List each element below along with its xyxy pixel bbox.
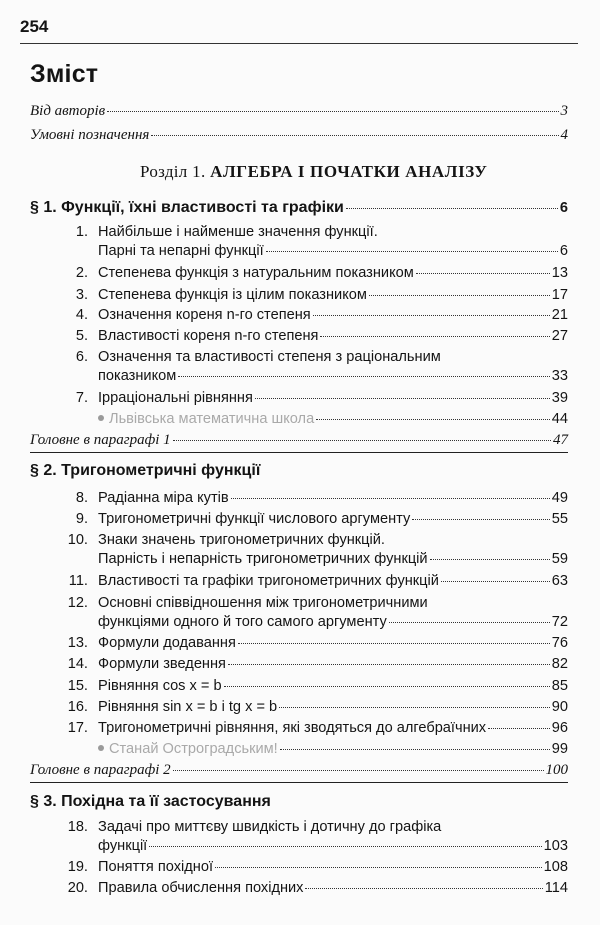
item-number: 7. (75, 390, 88, 406)
extra-label (98, 410, 314, 429)
toc-item-17[interactable] (98, 719, 568, 738)
toc-page: 96 (551, 720, 568, 736)
toc-page: 44 (551, 411, 568, 427)
toc-summary-1[interactable] (30, 431, 568, 450)
toc-extra-2[interactable] (98, 740, 568, 759)
item-line1: Властивості кореня n-го степеня (98, 328, 319, 344)
item-line1: Означення та властивості степеня з раціональним (98, 349, 441, 365)
item-line2: Парні та непарні функції (98, 243, 264, 259)
header-rule (20, 43, 578, 44)
leader-dots (238, 643, 550, 644)
toc-page: 76 (551, 635, 568, 651)
section-title: § 3. Похідна та її застосування (30, 793, 271, 810)
item-number: 8. (75, 490, 88, 506)
item-number: 15. (67, 678, 88, 694)
item-number: 4. (75, 307, 88, 323)
toc-page: 13 (551, 265, 568, 281)
item-line1: Рівняння sin x = b і tg x = b (98, 699, 278, 715)
toc-page: 47 (553, 432, 568, 448)
toc-page: 55 (551, 511, 568, 527)
summary-label: Головне в параграфі 1 (30, 432, 171, 448)
item-line1: Знаки значень тригонометричних функцій. (98, 532, 385, 548)
part-title: АЛГЕБРА І ПОЧАТКИ АНАЛІЗУ (210, 162, 488, 181)
toc-item-4[interactable] (98, 306, 568, 325)
section-title: § 1. Функції, їхні властивості та графіки (30, 199, 344, 216)
leader-dots (412, 519, 549, 520)
item-number: 3. (75, 287, 88, 303)
toc-item-2[interactable] (98, 264, 568, 283)
toc-item-6[interactable] (98, 367, 568, 386)
item-number: 2. (75, 265, 88, 281)
item-line1: Найбільше і найменше значення функції. (98, 224, 378, 240)
leader-dots (173, 440, 551, 441)
divider (30, 452, 568, 453)
leader-dots (316, 419, 550, 420)
item-line1: Степенева функція з натуральним показником (98, 265, 414, 281)
extra-text: Львівська математична школа (109, 411, 315, 427)
part-prefix: Розділ 1. (140, 162, 206, 181)
item-line1: Ірраціональні рівняння (98, 390, 253, 406)
toc-page: 114 (544, 880, 568, 896)
leader-dots (280, 749, 550, 750)
leader-dots (369, 295, 550, 296)
leader-dots (441, 581, 550, 582)
toc-item-1[interactable] (98, 242, 568, 261)
item-number: 10. (67, 532, 88, 548)
divider (30, 782, 568, 783)
leader-dots (224, 686, 550, 687)
item-line1: Означення кореня n-го степеня (98, 307, 311, 323)
toc-page: 17 (551, 287, 568, 303)
item-line2: Парність і непарність тригонометричних функцій (98, 551, 428, 567)
toc-page: 85 (551, 678, 568, 694)
part-heading (140, 162, 488, 182)
leader-dots (173, 770, 544, 771)
toc-page: 103 (543, 838, 568, 854)
leader-dots (279, 707, 550, 708)
toc-page: 82 (551, 656, 568, 672)
toc-item-15[interactable] (98, 677, 568, 696)
toc-page: 3 (560, 103, 568, 119)
toc-page: 39 (551, 390, 568, 406)
item-number: 5. (75, 328, 88, 344)
bullet-icon (98, 415, 104, 421)
toc-item-3[interactable] (98, 286, 568, 305)
toc-page: 4 (560, 127, 568, 143)
toc-page: 27 (551, 328, 568, 344)
item-line1: Тригонометричні функції числового аргументу (98, 511, 411, 527)
toc-section-1[interactable] (30, 198, 568, 218)
toc-item-5[interactable] (98, 327, 568, 346)
extra-text: Станай Остроградським! (109, 741, 278, 757)
item-number: 12. (67, 595, 88, 611)
item-line1: Основні співвідношення між тригонометричними (98, 595, 428, 611)
leader-dots (255, 398, 550, 399)
section-title: § 2. Тригонометричні функції (30, 462, 261, 479)
leader-dots (231, 498, 550, 499)
toc-extra-1[interactable] (98, 410, 568, 429)
leader-dots (215, 867, 542, 868)
summary-label: Головне в параграфі 2 (30, 762, 171, 778)
item-number: 14. (67, 656, 88, 672)
leader-dots (151, 135, 558, 136)
toc-page: 33 (551, 368, 568, 384)
item-line1: Задачі про миттєву швидкість і дотичну до графіка (98, 819, 442, 835)
toc-page: 90 (551, 699, 568, 715)
toc-page: 59 (551, 551, 568, 567)
item-line2: функціями одного й того самого аргументу (98, 614, 387, 630)
bullet-icon (98, 745, 104, 751)
item-line1: Рівняння cos x = b (98, 678, 222, 694)
toc-section-2[interactable] (30, 461, 568, 480)
toc-section-3[interactable] (30, 792, 568, 811)
leader-dots (488, 728, 550, 729)
leader-dots (430, 559, 550, 560)
toc-page: 72 (551, 614, 568, 630)
toc-page: 63 (551, 573, 568, 589)
leader-dots (149, 846, 541, 847)
item-line2: функції (98, 838, 148, 854)
leader-dots (178, 376, 549, 377)
toc-item-13[interactable] (98, 634, 568, 653)
toc-item-16[interactable] (98, 698, 568, 717)
item-line1: Тригонометричні рівняння, які зводяться до алгебраїчних (98, 720, 487, 736)
toc-page: 100 (545, 762, 568, 778)
item-number: 11. (68, 573, 88, 589)
toc-item-19[interactable] (98, 858, 568, 877)
toc-page: 21 (551, 307, 568, 323)
leader-dots (228, 664, 550, 665)
item-line2: показником (98, 368, 177, 384)
toc-entry-authors[interactable] (30, 102, 568, 121)
toc-summary-2[interactable] (30, 761, 568, 780)
toc-item-12[interactable] (98, 613, 568, 632)
leader-dots (266, 251, 558, 252)
leader-dots (389, 622, 550, 623)
toc-page: 99 (551, 741, 568, 757)
item-number: 9. (75, 511, 88, 527)
toc-item-7[interactable] (98, 389, 568, 408)
item-line1: Формули зведення (98, 656, 226, 672)
item-line1: Поняття похідної (98, 859, 214, 875)
toc-page: 6 (559, 200, 568, 216)
leader-dots (107, 111, 558, 112)
toc-page: 108 (543, 859, 568, 875)
item-number: 13. (67, 635, 88, 651)
item-number: 20. (67, 880, 88, 896)
item-line1: Степенева функція із цілим показником (98, 287, 367, 303)
page-title: Зміст (30, 60, 99, 88)
item-number: 18. (67, 819, 88, 835)
toc-item-11[interactable] (98, 572, 568, 591)
leader-dots (313, 315, 550, 316)
toc-item-8[interactable] (98, 489, 568, 508)
item-line1: Радіанна міра кутів (98, 490, 229, 506)
item-number: 17. (67, 720, 88, 736)
toc-item-10[interactable] (98, 550, 568, 569)
extra-label (98, 740, 278, 759)
leader-dots (320, 336, 549, 337)
toc-item-20[interactable] (98, 879, 568, 898)
item-line1: Властивості та графіки тригонометричних функцій (98, 573, 439, 589)
item-number: 19. (67, 859, 88, 875)
toc-entry-label: Умовні позначення (30, 127, 150, 143)
leader-dots (346, 208, 558, 209)
item-number: 1. (75, 224, 88, 240)
toc-entry-legend[interactable] (30, 126, 568, 145)
item-number: 6. (75, 349, 88, 365)
toc-item-18[interactable] (98, 837, 568, 856)
leader-dots (305, 888, 542, 889)
toc-entry-label: Від авторів (30, 103, 106, 119)
item-line1: Правила обчислення похідних (98, 880, 304, 896)
item-number: 16. (67, 699, 88, 715)
item-line1: Формули додавання (98, 635, 236, 651)
toc-page: 6 (559, 243, 568, 259)
toc-item-14[interactable] (98, 655, 568, 674)
leader-dots (416, 273, 550, 274)
page-number: 254 (20, 17, 49, 36)
toc-item-9[interactable] (98, 510, 568, 529)
toc-page: 49 (551, 490, 568, 506)
